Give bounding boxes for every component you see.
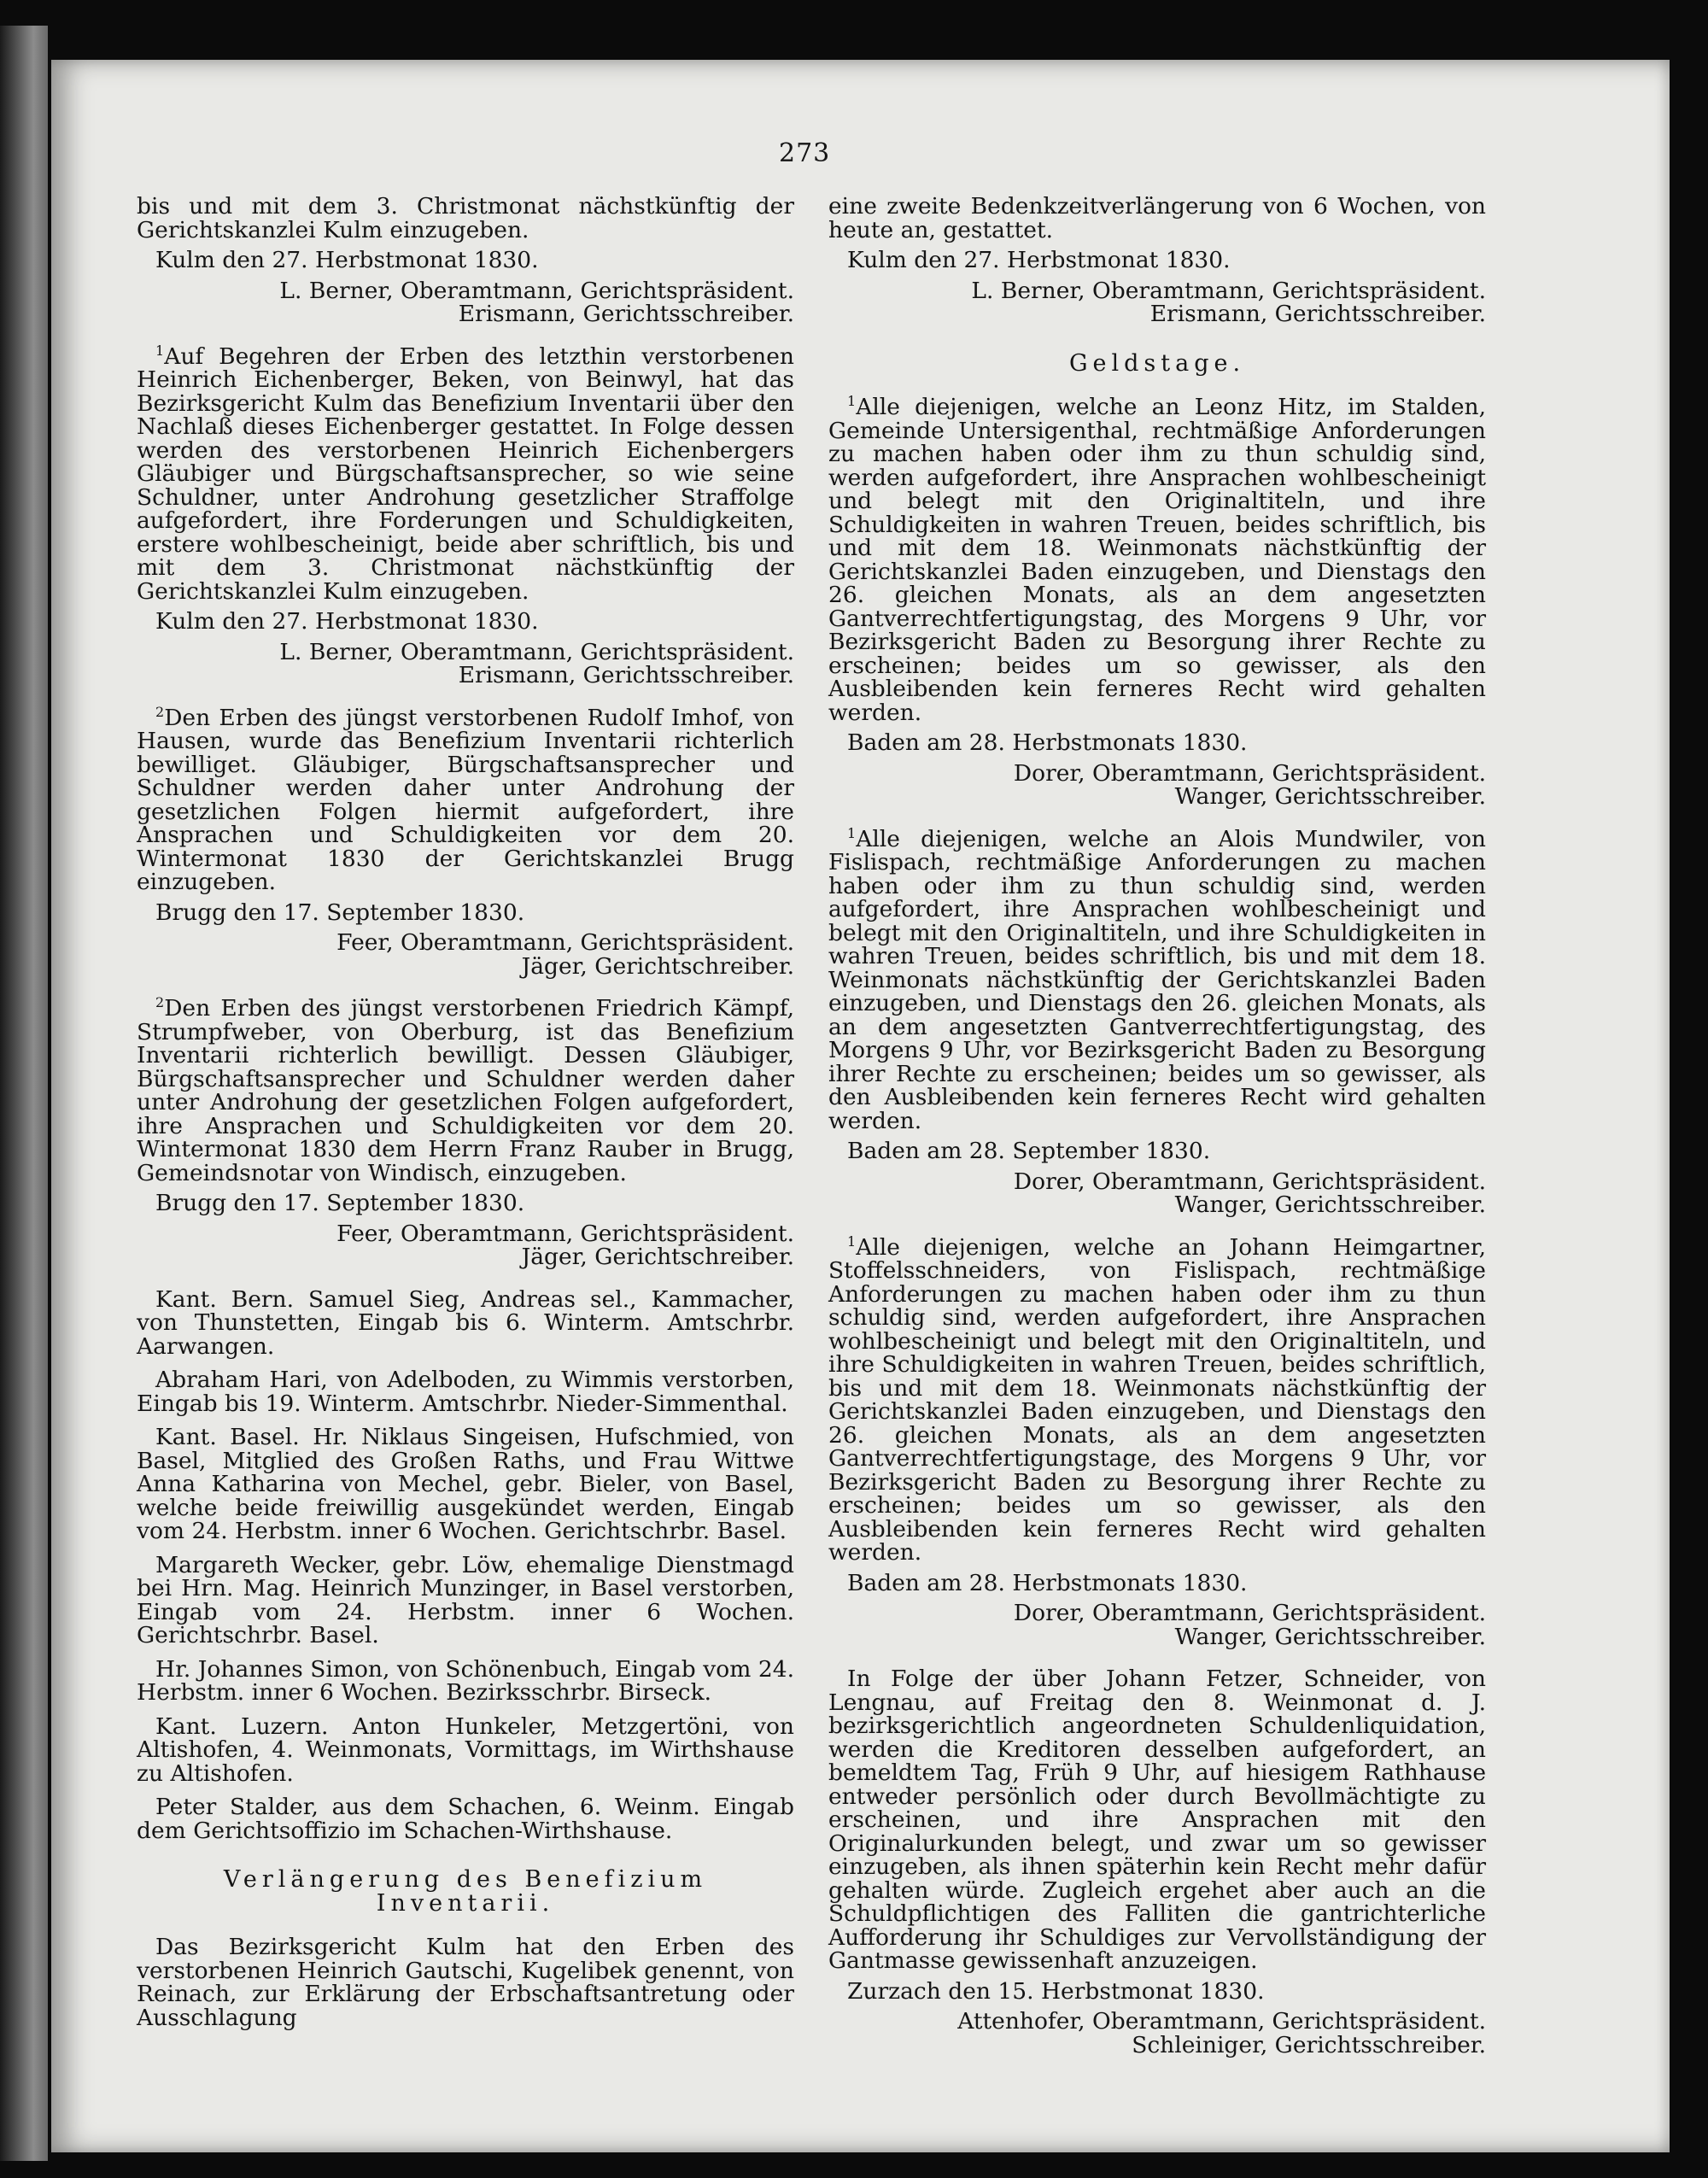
short-notice: Kant. Bern. Samuel Sieg, Andreas sel., Kammacher, von Thunstetten, Eingab bis 6. Winterm. Amtschrbr. Aarwangen. — [137, 1285, 794, 1360]
notice-mark: 2 — [155, 994, 165, 1011]
signature: L. Berner, Oberamtmann, Gerichtspräsident. — [279, 638, 794, 665]
notice-eichenberger — [137, 342, 794, 688]
notice-carry-over — [137, 195, 794, 326]
notice-text — [137, 703, 794, 895]
short-notice: Kant. Luzern. Anton Hunkeler, Metzgertöni, von Altishofen, 4. Weinmonats, Vormittags, im Wirthshause zu Altishofen. — [137, 1713, 794, 1787]
signature: Erismann, Gerichtsschreiber. — [458, 301, 794, 327]
dateline: Brugg den 17. September 1830. — [155, 899, 525, 926]
signature: L. Berner, Oberamtmann, Gerichtspräsident. — [279, 277, 794, 304]
right-column — [828, 195, 1486, 2076]
notice-text — [137, 994, 794, 1186]
dateline: Baden am 28. September 1830. — [847, 1138, 1211, 1164]
notice-mark: 1 — [847, 1232, 857, 1250]
section-heading: Geldstage. — [1068, 349, 1246, 377]
notice-text: In Folge der über Johann Fetzer, Schneider, von Lengnau, auf Freitag den 8. Weinmonat d. J. bezirksgerichtlich angeordneten Schuldenliquidation, werden die Kreditoren desselben aufgefordert, an bemeldtem Tag, Früh 9 Uhr, auf hiesigem Rathhause entweder persönlich oder durch Bevollmächtigte zu erscheinen, und ihre Ansprachen mit den Originalurkunden belegt, und zwar um so gewisser einzugeben, als ihnen späterhin kein Recht mehr dafür gehalten würde. Zugleich ergehet aber auch an die Schuldpflichtigen des Falliten die gantrichterliche Aufforderung ihr Schuldiges zur Vervollständigung der Gantmasse gewissenhaft anzuzeigen. — [828, 1666, 1486, 1974]
signature: Dorer, Oberamtmann, Gerichtspräsident. — [1013, 1168, 1486, 1195]
section-heading: Verlängerung des Benefizium Inventarii. — [223, 1866, 708, 1917]
notice-text — [828, 395, 1486, 724]
dateline: Baden am 28. Herbstmonats 1830. — [847, 729, 1248, 756]
notice-body: Den Erben des jüngst verstorbenen Friedrich Kämpf, Strumpfweber, von Oberburg, ist das Benefizium Inventarii richterlich bewilligt. Dessen Gläubiger, Bürgschaftsansprecher und Schuldner werden daher unter Androhung der gesetzlichen Folgen aufgefordert, ihre Ansprachen und Schuldigkeiten vor dem 20. Wintermonat 1830 dem Herrn Franz Rauber in Brugg, Gemeindsnotar von Windisch, einzugeben. — [137, 995, 794, 1186]
signature: Wanger, Gerichtsschreiber. — [1174, 1191, 1486, 1218]
notice-mark: 2 — [155, 703, 165, 720]
signature: Dorer, Oberamtmann, Gerichtspräsident. — [1013, 759, 1486, 787]
page-number: 273 — [779, 138, 831, 168]
dateline: Kulm den 27. Herbstmonat 1830. — [155, 608, 539, 635]
notice-text — [828, 824, 1486, 1134]
notice-mundwiler — [828, 824, 1486, 1218]
signature: Erismann, Gerichtsschreiber. — [1149, 301, 1486, 327]
notice-mark: 1 — [847, 824, 857, 841]
signature: Feer, Oberamtmann, Gerichtspräsident. — [336, 1220, 794, 1247]
short-notice: Peter Stalder, aus dem Schachen, 6. Weinm. Eingab dem Gerichtsoffizio im Schachen-Wirthshause. — [137, 1794, 794, 1844]
signature: Wanger, Gerichtsschreiber. — [1174, 1623, 1486, 1650]
dateline: Kulm den 27. Herbstmonat 1830. — [155, 247, 539, 273]
notice-body: Alle diejenigen, welche an Alois Mundwiler, von Fislispach, rechtmäßige Anforderungen zu machen haben oder ihm zu thun schuldig sind, werden aufgefordert, ihre Ansprachen wohlbescheinigt und belegt mit den Originaltiteln, und ihre Schuldigkeiten in wahren Treuen, beides schriftlich, bis und mit dem 18. Weinmonats nächstkünftig der Gerichtskanzlei Baden einzugeben, und Dienstags den 26. gleichen Monats, als an dem angesetzten Gantverrechtfertigungstag, des Morgens 9 Uhr, vor Bezirksgericht Baden zu Besorgung ihrer Rechte zu erscheinen; beides um so gewisser, als den Ausbleibenden kein ferneres Recht wird gehalten werden. — [828, 825, 1486, 1134]
notice-text: eine zweite Bedenkzeitverlängerung von 6 Wochen, von heute an, gestattet. — [828, 193, 1486, 243]
notice-gautschi-continued — [828, 195, 1486, 326]
left-column — [137, 195, 794, 2036]
notice-heimgartner — [828, 1232, 1486, 1650]
notice-text: bis und mit dem 3. Christmonat nächstkünftig der Gerichtskanzlei Kulm einzugeben. — [137, 193, 794, 243]
signature: Wanger, Gerichtsschreiber. — [1174, 783, 1486, 810]
notice-text: Das Bezirksgericht Kulm hat den Erben des verstorbenen Heinrich Gautschi, Kugelibek genennt, von Reinach, zur Erklärung der Erbschaftsantretung oder Ausschlagung — [137, 1934, 794, 2031]
previous-page-edge — [0, 26, 48, 2161]
notice-mark: 1 — [155, 342, 165, 359]
notice-imhof — [137, 703, 794, 980]
signature: L. Berner, Oberamtmann, Gerichtspräsident. — [971, 277, 1486, 304]
signature: Erismann, Gerichtsschreiber. — [458, 662, 794, 688]
short-notice: Hr. Johannes Simon, von Schönenbuch, Eingab vom 24. Herbstm. inner 6 Wochen. Bezirksschrbr. Birseck. — [137, 1655, 794, 1706]
dateline: Zurzach den 15. Herbstmonat 1830. — [847, 1977, 1265, 2005]
notice-fetzer — [828, 1667, 1486, 2057]
signature: Jäger, Gerichtschreiber. — [521, 1244, 794, 1270]
short-notice: Kant. Basel. Hr. Niklaus Singeisen, Hufschmied, von Basel, Mitglied des Großen Raths, und Frau Wittwe Anna Katharina von Mechel, gebr. Bieler, von Basel, welche beide freiwillig ausgekündet werden, Eingab vom 24. Herbstm. inner 6 Wochen. Gerichtschrbr. Basel. — [137, 1424, 794, 1544]
notice-body: Den Erben des jüngst verstorbenen Rudolf Imhof, von Hausen, wurde das Benefizium Inventarii richterlich bewilliget. Gläubiger, Bürgschaftsansprecher und Schuldner werden daher unter Androhung der gesetzlichen Folgen hiermit aufgefordert, ihre Ansprachen und Schuldigkeiten vor dem 20. Wintermonat 1830 der Gerichtskanzlei Brugg einzugeben. — [137, 704, 794, 895]
signature: Attenhofer, Oberamtmann, Gerichtspräsident. — [957, 2008, 1486, 2035]
signature: Jäger, Gerichtschreiber. — [521, 952, 794, 980]
signature: Schleiniger, Gerichtsschreiber. — [1132, 2031, 1486, 2058]
notice-text — [137, 342, 794, 605]
notice-body: Alle diejenigen, welche an Johann Heimgartner, Stoffelsschneiders, von Fislispach, rechtmäßige Anforderungen zu machen haben oder ihm zu thun schuldig sind, werden aufgefordert, ihre Ansprachen wohlbescheinigt und belegt mit den Originaltiteln, und ihre Schuldigkeiten in wahren Treuen, beides schriftlich, bis und mit dem 18. Weinmonats nächstkünftig der Gerichtskanzlei Baden einzugeben, und Dienstags den 26. gleichen Monats, als an dem angesetzten Gantverrechtfertigungstage, des Morgens 9 Uhr, vor Bezirksgericht Baden zu Besorgung ihrer Rechte zu erscheinen; beides um so gewisser, als den Ausbleibenden kein ferneres Recht wird gehalten werden. — [828, 1233, 1486, 1566]
dateline: Baden am 28. Herbstmonats 1830. — [847, 1569, 1248, 1596]
notice-mark: 1 — [847, 393, 857, 410]
short-notice: Margareth Wecker, gebr. Löw, ehemalige Dienstmagd bei Hrn. Mag. Heinrich Munzinger, in Basel verstorben, Eingab vom 24. Herbstm. inner 6 Wochen. Gerichtschrbr. Basel. — [137, 1551, 794, 1648]
short-notice: Abraham Hari, von Adelboden, zu Wimmis verstorben, Eingab bis 19. Winterm. Amtschrbr. Nieder-Simmenthal. — [137, 1367, 794, 1417]
notice-text — [828, 1232, 1486, 1566]
notice-hitz — [828, 395, 1486, 809]
dateline: Kulm den 27. Herbstmonat 1830. — [847, 247, 1231, 273]
signature: Dorer, Oberamtmann, Gerichtspräsident. — [1013, 1600, 1486, 1626]
signature: Feer, Oberamtmann, Gerichtspräsident. — [336, 929, 794, 956]
notice-kaempf — [137, 994, 794, 1270]
notice-body: Alle diejenigen, welche an Leonz Hitz, im Stalden, Gemeinde Untersigenthal, rechtmäßige Anforderungen zu machen haben oder ihm zu thun schuldig sind, werden aufgefordert, ihre Ansprachen wohlbescheinigt und belegt mit den Originaltiteln, und ihre Schuldigkeiten in wahren Treuen, beides schriftlich, bis und mit dem 18. Weinmonats nächstkünftig der Gerichtskanzlei Baden einzugeben, und Dienstags den 26. gleichen Monats, als an dem angesetzten Gantverrechtfertigungstag, des Morgens 9 Uhr, vor Bezirksgericht Baden zu Besorgung ihrer Rechte zu erscheinen; beides um so gewisser, als den Ausbleibenden kein ferneres Recht wird gehalten werden. — [828, 394, 1486, 726]
short-notices — [137, 1285, 794, 1844]
notice-body: Auf Begehren der Erben des letzthin verstorbenen Heinrich Eichenberger, Beken, von Beinwyl, hat das Bezirksgericht Kulm das Benefizium Inventarii über den Nachlaß dieses Eichenberger gestattet. In Folge dessen werden des verstorbenen Heinrich Eichenbergers Gläubiger und Bürgschaftsansprecher, so wie seine Schuldner, unter Androhung gesetzlicher Straffolge aufgefordert, ihre Forderungen und Schuldigkeiten, erstere wohlbescheinigt, beide aber schriftlich, bis und mit dem 3. Christmonat nächstkünftig der Gerichtskanzlei Kulm einzugeben. — [137, 343, 794, 605]
dateline: Brugg den 17. September 1830. — [155, 1190, 525, 1216]
